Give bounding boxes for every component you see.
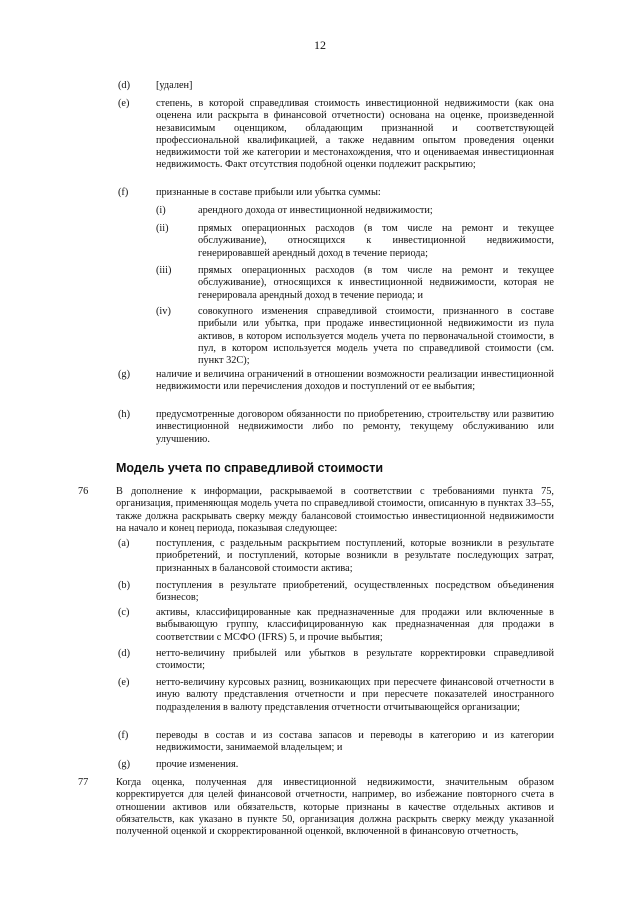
paragraph-number: 76 (78, 486, 89, 497)
sublist-item-label: (ii) (156, 223, 169, 234)
sublist-item-text: прямых операционных расходов (в том числе на ремонт и текущее обслуживание), относящихся к инвестиционной недвижимости, генерировавшей арендный доход в течение периода; (198, 223, 554, 259)
sublist-item-text: совокупного изменения справедливой стоимости, признанного в составе прибыли или убытка, при продаже инвестиционной недвижимости из пула активов, в котором используется модель учета по первоначальной стоимости, в пул, в котором используется модель учета по справедливой стоимости (см. пункт 32С); (198, 306, 554, 367)
list-item-label: (g) (118, 369, 131, 380)
list-item-label: (e) (118, 677, 130, 688)
list-item-text: прочие изменения. (156, 759, 239, 770)
list-item-text: предусмотренные договором обязанности по приобретению, строительству или развитию инвестиционной недвижимости либо по ремонту, текущему обслуживанию или улучшению. (156, 409, 554, 445)
list-item-text: наличие и величина ограничений в отношении возможности реализации инвестиционной недвижимости или перечисления доходов и поступлений от ее выбытия; (156, 369, 554, 393)
list-item-label: (a) (118, 538, 130, 549)
sublist-item-text: прямых операционных расходов (в том числе на ремонт и текущее обслуживание), относящихся к инвестиционной недвижимости, которая не генерировала арендный доход в течение периода; и (198, 265, 554, 301)
list-item-label: (h) (118, 409, 131, 420)
list-item-text: степень, в которой справедливая стоимость инвестиционной недвижимости (как она оценена или раскрыта в финансовой отчетности) основана на оценке, произведенной независимым оценщиком, обладающим признанной и соответствующей профессиональной квалификацией, а также недавним опытом проведения оценки недвижимости той же категории и местонахождения, что и оцениваемая инвестиционная недвижимость. Факт отсутствия подобной оценки подлежит раскрытию; (156, 98, 554, 171)
list-item-label: (d) (118, 648, 131, 659)
list-item-label: (f) (118, 730, 129, 741)
list-item-label: (f) (118, 187, 129, 198)
list-item-label: (d) (118, 80, 131, 91)
sublist-item-label: (iii) (156, 265, 172, 276)
list-item-text: признанные в составе прибыли или убытка суммы: (156, 187, 381, 198)
list-item-label: (b) (118, 580, 131, 591)
list-item-text: нетто-величину курсовых разниц, возникающих при пересчете финансовой отчетности в иную валюту представления отчетности и при пересчете показателей иностранного подразделения в валюту представления отчетности отчитывающейся организации; (156, 677, 554, 713)
page-number: 12 (314, 38, 326, 52)
section-heading: Модель учета по справедливой стоимости (116, 461, 384, 475)
list-item-text: [удален] (156, 80, 193, 91)
sublist-item-label: (iv) (156, 306, 171, 317)
list-item-text: переводы в состав и из состава запасов и переводы в категорию и из категории недвижимости, занимаемой владельцем; и (156, 730, 554, 754)
sublist-item-label: (i) (156, 205, 166, 216)
list-item-text: активы, классифицированные как предназначенные для продажи или включенные в выбывающую группу, классифицированную как предназначенная для продажи в соответствии с МСФО (IFRS) 5, и прочие выбытия; (156, 607, 554, 643)
list-item-text: поступления в результате приобретений, осуществленных посредством объединения бизнесов; (156, 580, 554, 604)
list-item-text: поступления, с раздельным раскрытием поступлений, которые возникли в результате приобретений, и поступлений, которые возникли в результате последующих затрат, признанных в балансовой стоимости актива; (156, 538, 554, 574)
paragraph-text: В дополнение к информации, раскрываемой в соответствии с требованиями пункта 75, организация, применяющая модель учета по справедливой стоимости, описанную в пунктах 33–55, также должна раскрывать сверку между балансовой стоимостью инвестиционной недвижимости на начало и конец периода, показывая следующее: (116, 486, 554, 534)
paragraph-number: 77 (78, 777, 89, 788)
sublist-item-text: арендного дохода от инвестиционной недвижимости; (198, 205, 433, 216)
list-item-label: (g) (118, 759, 131, 770)
list-item-label: (c) (118, 607, 130, 618)
list-item-text: нетто-величину прибылей или убытков в результате корректировки справедливой стоимости; (156, 648, 554, 672)
list-item-label: (e) (118, 98, 130, 109)
paragraph-text: Когда оценка, полученная для инвестиционной недвижимости, значительным образом корректируется для целей финансовой отчетности, например, во избежание повторного счета в отношении активов или обязательств, которые признаны в качестве отдельных активов и обязательств, как указано в пункте 50, организация должна раскрыть сверку между указанной полученной оценкой и скорректированной оценкой, включенной в финансовую отчетность, (116, 777, 554, 838)
